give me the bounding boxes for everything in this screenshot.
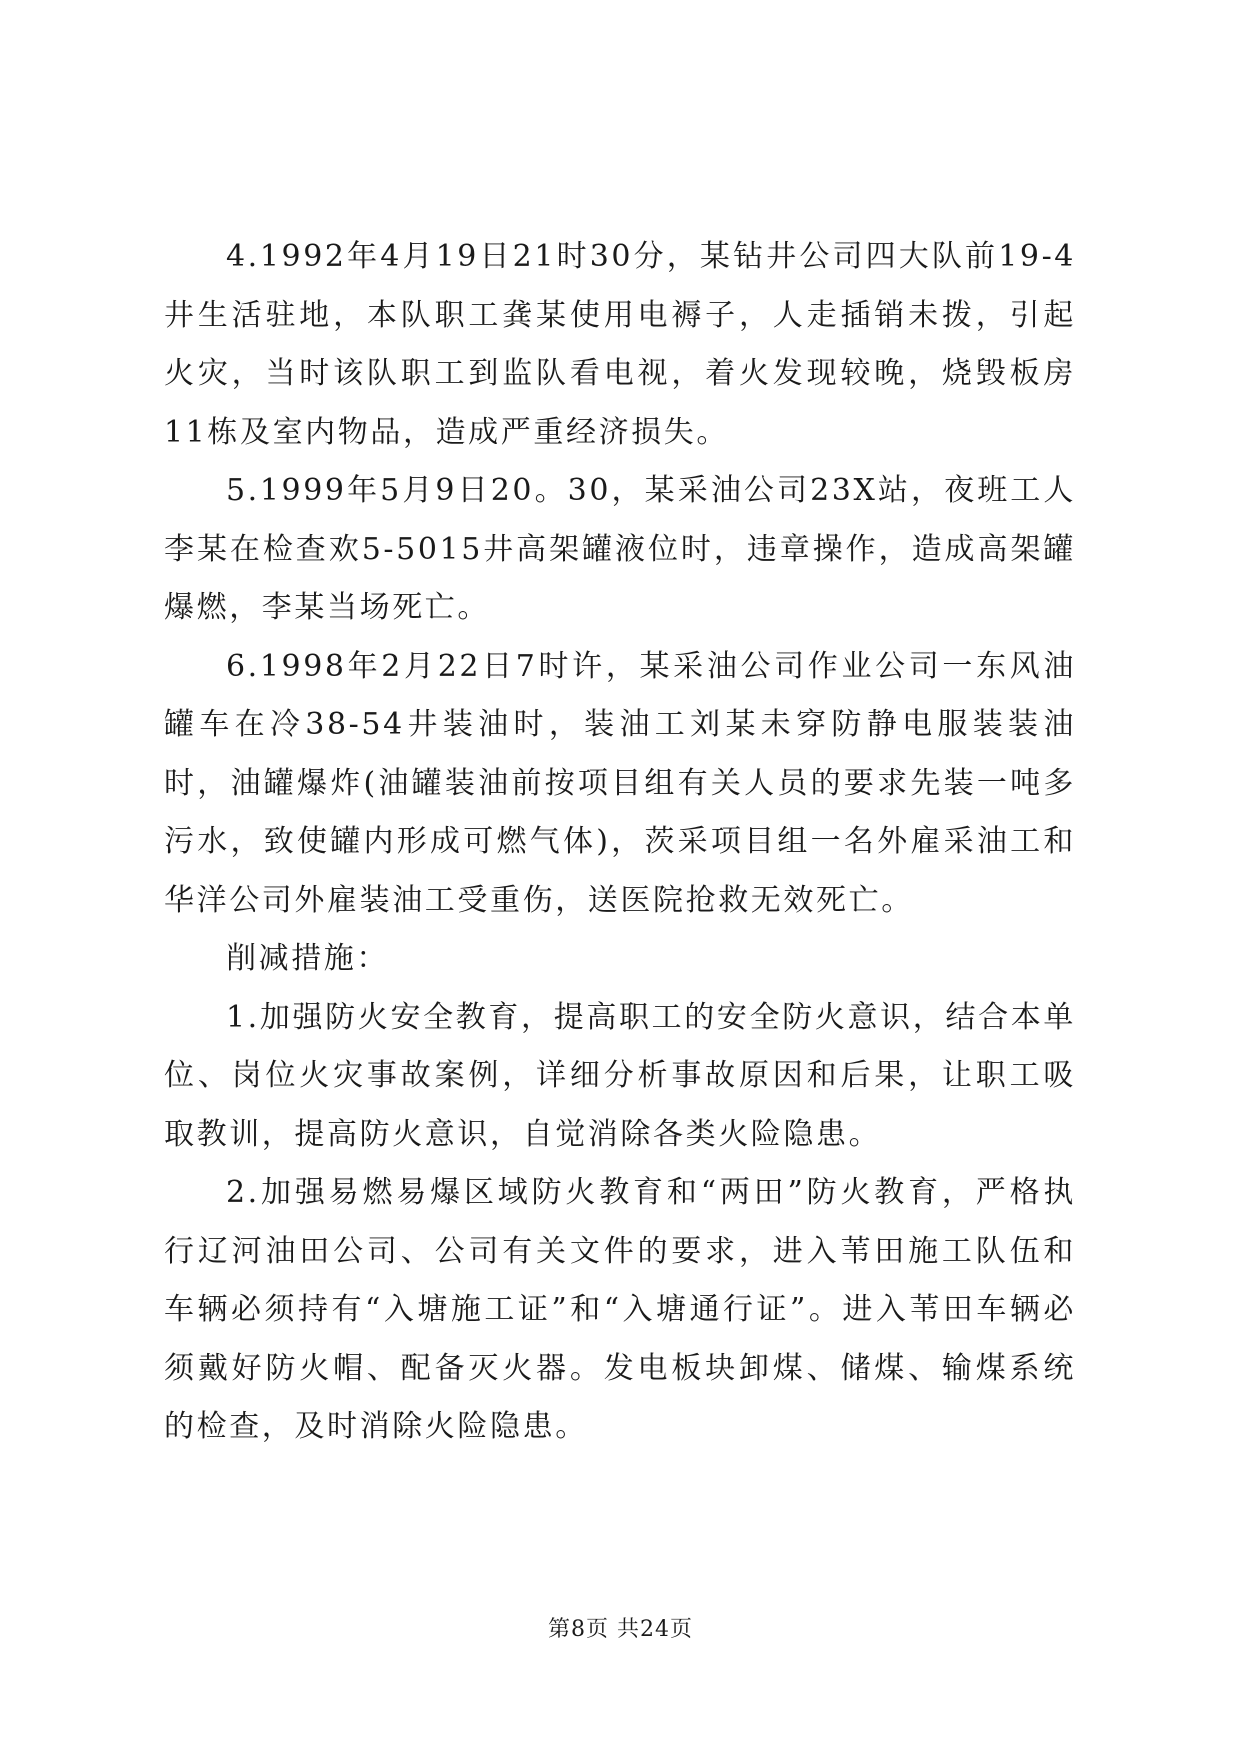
paragraph-measure-1: 1.加强防火安全教育，提高职工的安全防火意识，结合本单位、岗位火灾事故案例，详细分析事故原因和后果，让职工吸取教训，提高防火意识，自觉消除各类火险隐患。 bbox=[164, 999, 1076, 1152]
paragraph-case-4: 4.1992年4月19日21时30分，某钻井公司四大队前19-4井生活驻地，本队职工龚某使用电褥子，人走插销未拨，引起火灾，当时该队职工到监队看电视，着火发现较晚，烧毁板房11栋及室内物品，造成严重经济损失。 bbox=[164, 239, 1076, 450]
paragraph-case-5: 5.1999年5月9日20。30，某采油公司23X站，夜班工人李某在检查欢5-5015井高架罐液位时，违章操作，造成高架罐爆燃，李某当场死亡。 bbox=[164, 473, 1076, 625]
section-heading-mitigation: 削减措施： bbox=[226, 941, 389, 976]
document-body bbox=[164, 228, 1076, 1457]
page-footer: 第8页 共24页 bbox=[548, 1617, 693, 1642]
paragraph-case-6: 6.1998年2月22日7时许，某采油公司作业公司一东风油罐车在冷38-54井装油时，装油工刘某未穿防静电服装装油时，油罐爆炸(油罐装油前按项目组有关人员的要求先装一吨多污水，致使罐内形成可燃气体)，茨采项目组一名外雇采油工和华洋公司外雇装油工受重伤，送医院抢救无效死亡。 bbox=[164, 648, 1076, 918]
paragraph-measure-2: 2.加强易燃易爆区域防火教育和“两田”防火教育，严格执行辽河油田公司、公司有关文件的要求，进入苇田施工队伍和车辆必须持有“入塘施工证”和“入塘通行证”。进入苇田车辆必须戴好防火帽、配备灭火器。发电板块卸煤、储煤、输煤系统的检查，及时消除火险隐患。 bbox=[164, 1175, 1076, 1444]
